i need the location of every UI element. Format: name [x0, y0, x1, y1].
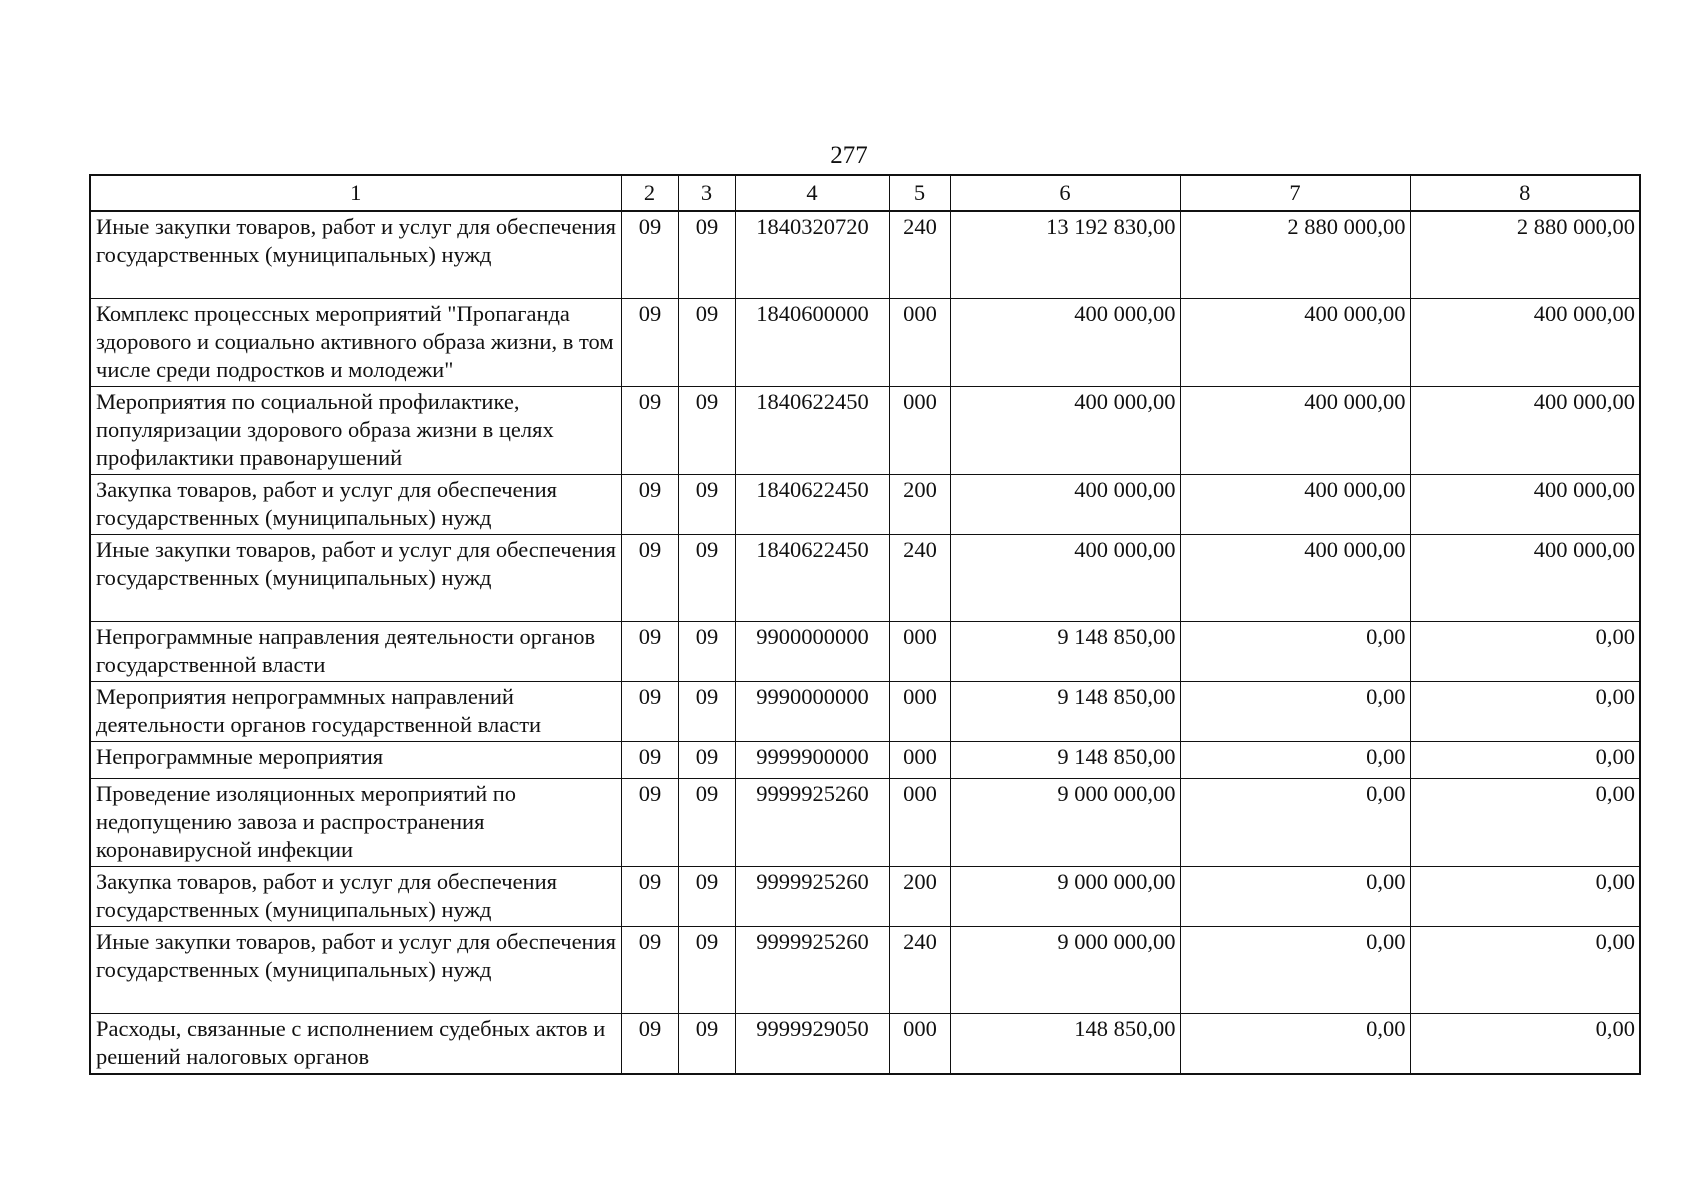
- target-article-code: 1840622450: [735, 534, 889, 621]
- item-name: Мероприятия по социальной профилактике, популяризации здорового образа жизни в целях профилактики правонарушений: [90, 386, 621, 474]
- table-row: [90, 211, 1640, 298]
- column-header: 1: [90, 175, 621, 211]
- amount-col7: 400 000,00: [1180, 298, 1410, 386]
- subsection-code: 09: [678, 298, 735, 386]
- amount-col6: 9 148 850,00: [950, 621, 1180, 681]
- item-name: Иные закупки товаров, работ и услуг для обеспечения государственных (муниципальных) нужд: [90, 211, 621, 298]
- amount-col7: 0,00: [1180, 866, 1410, 926]
- amount-col8: 0,00: [1410, 621, 1640, 681]
- subsection-code: 09: [678, 474, 735, 534]
- section-code: 09: [621, 681, 678, 741]
- subsection-code: 09: [678, 778, 735, 866]
- target-article-code: 9999900000: [735, 741, 889, 778]
- expense-type-code: 000: [889, 681, 950, 741]
- table-row: [90, 534, 1640, 621]
- amount-col6: 9 000 000,00: [950, 778, 1180, 866]
- amount-col6: 400 000,00: [950, 298, 1180, 386]
- expense-type-code: 200: [889, 866, 950, 926]
- page-number: 277: [830, 142, 868, 169]
- subsection-code: 09: [678, 211, 735, 298]
- section-code: 09: [621, 534, 678, 621]
- subsection-code: 09: [678, 866, 735, 926]
- table-row: [90, 778, 1640, 866]
- amount-col6: 9 000 000,00: [950, 926, 1180, 1013]
- section-code: 09: [621, 866, 678, 926]
- table-row: [90, 681, 1640, 741]
- table-row: [90, 926, 1640, 1013]
- item-name: Иные закупки товаров, работ и услуг для обеспечения государственных (муниципальных) нужд: [90, 926, 621, 1013]
- target-article-code: 1840600000: [735, 298, 889, 386]
- amount-col6: 148 850,00: [950, 1013, 1180, 1074]
- item-name: Закупка товаров, работ и услуг для обеспечения государственных (муниципальных) нужд: [90, 866, 621, 926]
- column-header: 4: [735, 175, 889, 211]
- item-name: Непрограммные направления деятельности органов государственной власти: [90, 621, 621, 681]
- item-name: Иные закупки товаров, работ и услуг для обеспечения государственных (муниципальных) нужд: [90, 534, 621, 621]
- target-article-code: 9900000000: [735, 621, 889, 681]
- item-name: Непрограммные мероприятия: [90, 741, 621, 778]
- section-code: 09: [621, 621, 678, 681]
- target-article-code: 9990000000: [735, 681, 889, 741]
- amount-col7: 0,00: [1180, 681, 1410, 741]
- expense-type-code: 000: [889, 741, 950, 778]
- expense-type-code: 200: [889, 474, 950, 534]
- expense-type-code: 240: [889, 926, 950, 1013]
- expense-type-code: 000: [889, 778, 950, 866]
- amount-col7: 0,00: [1180, 1013, 1410, 1074]
- table-row: [90, 866, 1640, 926]
- budget-table: [89, 174, 1641, 1075]
- item-name: Мероприятия непрограммных направлений деятельности органов государственной власти: [90, 681, 621, 741]
- target-article-code: 9999925260: [735, 866, 889, 926]
- amount-col7: 0,00: [1180, 741, 1410, 778]
- subsection-code: 09: [678, 926, 735, 1013]
- expense-type-code: 000: [889, 386, 950, 474]
- table-row: [90, 386, 1640, 474]
- section-code: 09: [621, 211, 678, 298]
- amount-col6: 9 000 000,00: [950, 866, 1180, 926]
- amount-col8: 0,00: [1410, 866, 1640, 926]
- amount-col7: 2 880 000,00: [1180, 211, 1410, 298]
- expense-type-code: 000: [889, 298, 950, 386]
- column-header: 8: [1410, 175, 1640, 211]
- subsection-code: 09: [678, 621, 735, 681]
- amount-col8: 0,00: [1410, 926, 1640, 1013]
- subsection-code: 09: [678, 534, 735, 621]
- amount-col7: 400 000,00: [1180, 474, 1410, 534]
- column-header: 3: [678, 175, 735, 211]
- section-code: 09: [621, 386, 678, 474]
- amount-col6: 9 148 850,00: [950, 741, 1180, 778]
- target-article-code: 1840320720: [735, 211, 889, 298]
- amount-col7: 400 000,00: [1180, 386, 1410, 474]
- amount-col8: 400 000,00: [1410, 386, 1640, 474]
- header-row: [90, 175, 1640, 211]
- amount-col8: 0,00: [1410, 681, 1640, 741]
- target-article-code: 1840622450: [735, 474, 889, 534]
- subsection-code: 09: [678, 741, 735, 778]
- section-code: 09: [621, 474, 678, 534]
- item-name: Закупка товаров, работ и услуг для обеспечения государственных (муниципальных) нужд: [90, 474, 621, 534]
- target-article-code: 1840622450: [735, 386, 889, 474]
- subsection-code: 09: [678, 1013, 735, 1074]
- column-header: 2: [621, 175, 678, 211]
- expense-type-code: 000: [889, 621, 950, 681]
- target-article-code: 9999929050: [735, 1013, 889, 1074]
- column-header: 5: [889, 175, 950, 211]
- amount-col6: 9 148 850,00: [950, 681, 1180, 741]
- section-code: 09: [621, 926, 678, 1013]
- item-name: Комплекс процессных мероприятий "Пропаганда здорового и социально активного образа жизни, в том числе среди подростков и молодежи": [90, 298, 621, 386]
- column-header: 7: [1180, 175, 1410, 211]
- table-row: [90, 298, 1640, 386]
- amount-col8: 0,00: [1410, 741, 1640, 778]
- target-article-code: 9999925260: [735, 926, 889, 1013]
- amount-col8: 0,00: [1410, 778, 1640, 866]
- item-name: Проведение изоляционных мероприятий по недопущению завоза и распространения коронавирусной инфекции: [90, 778, 621, 866]
- table-row: [90, 621, 1640, 681]
- amount-col6: 400 000,00: [950, 474, 1180, 534]
- section-code: 09: [621, 298, 678, 386]
- amount-col7: 400 000,00: [1180, 534, 1410, 621]
- amount-col6: 13 192 830,00: [950, 211, 1180, 298]
- amount-col7: 0,00: [1180, 778, 1410, 866]
- amount-col8: 400 000,00: [1410, 474, 1640, 534]
- table-row: [90, 474, 1640, 534]
- amount-col8: 400 000,00: [1410, 298, 1640, 386]
- column-header: 6: [950, 175, 1180, 211]
- amount-col7: 0,00: [1180, 621, 1410, 681]
- expense-type-code: 000: [889, 1013, 950, 1074]
- section-code: 09: [621, 1013, 678, 1074]
- amount-col6: 400 000,00: [950, 386, 1180, 474]
- table-row: [90, 1013, 1640, 1074]
- table-row: [90, 741, 1640, 778]
- expense-type-code: 240: [889, 211, 950, 298]
- subsection-code: 09: [678, 681, 735, 741]
- target-article-code: 9999925260: [735, 778, 889, 866]
- expense-type-code: 240: [889, 534, 950, 621]
- section-code: 09: [621, 741, 678, 778]
- amount-col7: 0,00: [1180, 926, 1410, 1013]
- item-name: Расходы, связанные с исполнением судебных актов и решений налоговых органов: [90, 1013, 621, 1074]
- amount-col8: 400 000,00: [1410, 534, 1640, 621]
- amount-col8: 0,00: [1410, 1013, 1640, 1074]
- subsection-code: 09: [678, 386, 735, 474]
- amount-col8: 2 880 000,00: [1410, 211, 1640, 298]
- section-code: 09: [621, 778, 678, 866]
- amount-col6: 400 000,00: [950, 534, 1180, 621]
